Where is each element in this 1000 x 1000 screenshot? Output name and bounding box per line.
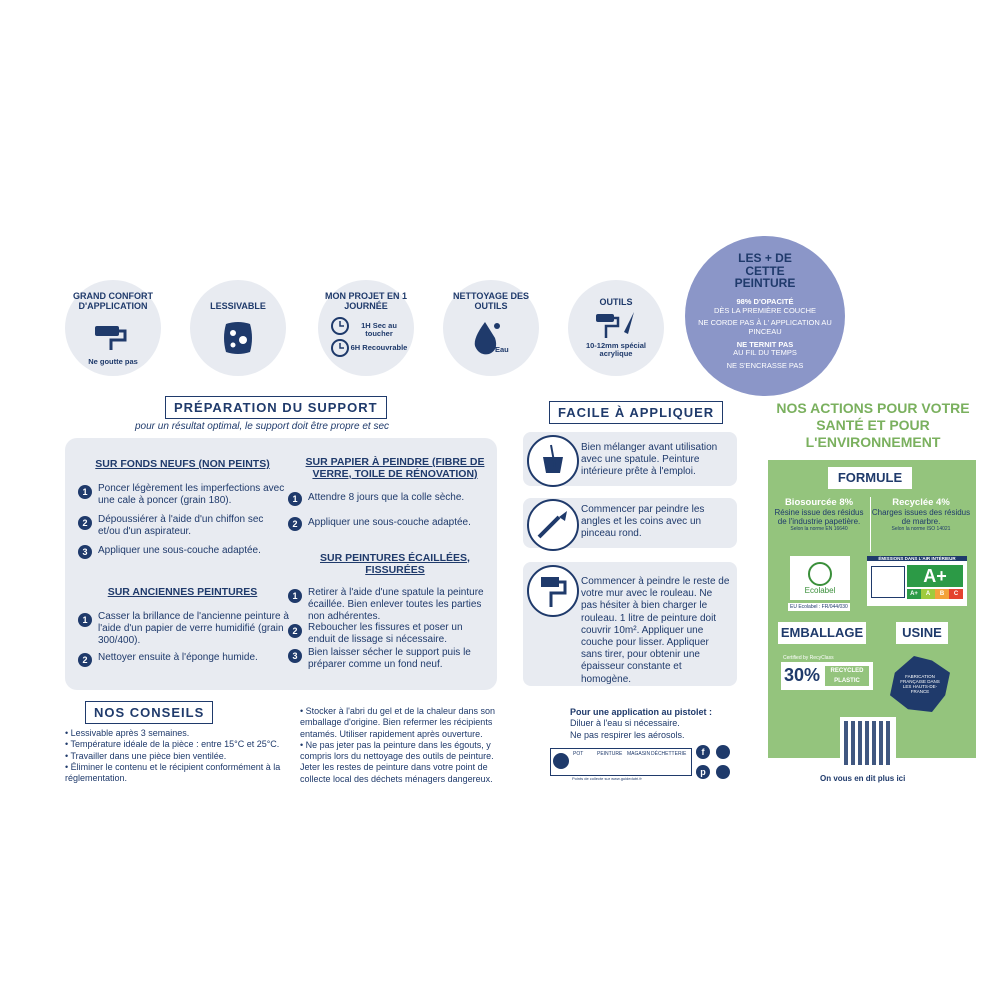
ecolabel-text: Ecolabel — [804, 586, 836, 595]
conseil-item: • Lessivable après 3 semaines. — [65, 728, 190, 738]
apply-card-mix — [523, 432, 737, 486]
conseils-left — [65, 728, 290, 784]
paint-roller-icon — [93, 320, 133, 354]
bio-text: Résine issue des résidus de l'industrie papetière. — [774, 508, 864, 526]
house-icon — [871, 566, 905, 598]
step-number: 2 — [78, 516, 92, 530]
feature-cleaning — [443, 280, 539, 376]
conseil-item: • Ne pas jeter pas la peinture dans les égouts, y compris lors du nettoyage des outils de peinture. Jeter les restes de peinture dans votre point de collecte local des déchets ménagers dangereux. — [300, 739, 494, 784]
benefit-item: NE S'ENCRASSE PAS — [726, 360, 804, 370]
benefits-list — [697, 298, 833, 374]
facile-title: FACILE À APPLIQUER — [549, 401, 723, 424]
recycled-text: RECYCLED PLASTIC — [825, 666, 869, 686]
pistolet-line: Ne pas respirer les aérosols. — [570, 730, 685, 740]
step-number: 2 — [288, 624, 302, 638]
feature-title: GRAND CONFORT D'APPLICATION — [73, 291, 153, 311]
step-number: 3 — [78, 545, 92, 559]
feature-sub: Eau — [495, 345, 509, 354]
step-text: Reboucher les fissures et poser un enduit de lissage si nécessaire. — [308, 622, 463, 645]
apply-card-roller — [523, 562, 737, 686]
rec-title: Recyclée 4% — [892, 497, 950, 508]
section-ecaillees-title: SUR PEINTURES ÉCAILLÉES, FISSURÉES — [320, 552, 470, 576]
step-number: 1 — [78, 613, 92, 627]
bio-title: Biosourcée 8% — [784, 497, 854, 508]
roller-brush-icon — [594, 310, 638, 340]
more-info-text: On vous en dit plus ici — [820, 774, 906, 783]
fabrication-text: FABRICATION FRANÇAISE DANS LES HAUTS-DE-FRANCE — [900, 674, 940, 694]
step-text: Appliquer une sous-couche adaptée. — [308, 517, 471, 528]
flower-icon — [808, 562, 832, 586]
sponge-icon — [220, 320, 256, 356]
preparation-subtitle: pour un résultat optimal, le support doit être propre et sec — [135, 421, 390, 432]
recycle-label: POT — [573, 751, 584, 757]
stir-pot-icon — [527, 435, 579, 487]
feature-one-day — [318, 280, 414, 376]
triman-icon — [553, 753, 569, 769]
step-text: Appliquer une sous-couche adaptée. — [98, 545, 261, 556]
recycled-badge — [781, 662, 873, 690]
benefits-title: LES + DE CETTE PEINTURE — [734, 251, 796, 291]
roller-icon — [527, 565, 579, 617]
environment-title: NOS ACTIONS POUR VOTRE SANTÉ ET POUR L'ENVIRONNEMENT — [776, 400, 970, 451]
grade-scale: B — [935, 589, 949, 599]
card-text: Commencer par peindre les angles et les coins avec un pinceau rond. — [581, 504, 705, 540]
step-text: Poncer légèrement les imperfections avec une cale à poncer (grain 180). — [98, 483, 285, 506]
biosourced-block — [774, 497, 864, 552]
clock-icon — [330, 316, 350, 360]
feature-tools — [568, 280, 664, 376]
step-text: Casser la brillance de l'ancienne peinture à l'aide d'un papier de verre humidifié (grain 300/400). — [98, 611, 289, 646]
recycle-note: Points de collecte sur www.guidedutri.fr — [572, 776, 642, 781]
benefits-circle — [685, 236, 845, 396]
step-number: 3 — [288, 649, 302, 663]
step-text: Attendre 8 jours que la colle sèche. — [308, 492, 465, 503]
feature-sub: 6H Recouvrable — [350, 343, 408, 352]
ecolabel-code: EU Ecolabel : FR/044/030 — [790, 604, 848, 610]
step-text: Dépoussiérer à l'aide d'un chiffon sec et/ou d'un aspirateur. — [98, 514, 264, 537]
section-papier-title: SUR PAPIER À PEINDRE (FIBRE DE VERRE, TOILE DE RÉNOVATION) — [305, 456, 485, 480]
qr-pattern — [844, 721, 892, 765]
benefit-item: NE TERNIT PAS AU FIL DU TEMPS — [733, 339, 797, 358]
step-number: 1 — [78, 485, 92, 499]
feature-washable — [190, 280, 286, 376]
emballage-label: EMBALLAGE — [778, 622, 866, 644]
ecolabel-logo — [790, 556, 850, 600]
rec-norm: Selon la norme ISO 14021 — [891, 526, 951, 532]
grade-scale: A+ — [907, 589, 921, 599]
feature-sub: Ne goutte pas — [88, 357, 138, 366]
step-text: Bien laisser sécher le support puis le préparer comme un fond neuf. — [308, 647, 471, 670]
recycle-info — [550, 748, 692, 776]
pistolet-line: Diluer à l'eau si nécessaire. — [570, 718, 680, 728]
feature-title: NETTOYAGE DES OUTILS — [452, 291, 530, 311]
recyclass-certified: Certified by RecyClass — [783, 655, 834, 661]
step-number: 1 — [288, 492, 302, 506]
step-number: 2 — [288, 517, 302, 531]
qr-code[interactable] — [840, 717, 896, 769]
feature-title: MON PROJET EN 1 JOURNÉE — [324, 291, 407, 311]
conseils-right — [300, 706, 512, 785]
conseil-item: • Éliminer le contenu et le récipient conformément à la réglementation. — [65, 761, 281, 783]
grade-scale: A — [921, 589, 935, 599]
conseils-title: NOS CONSEILS — [85, 701, 213, 724]
step-text: Retirer à l'aide d'une spatule la peinture écaillée. Bien enlever toutes les parties non adhérentes. — [308, 587, 484, 622]
apply-card-angles — [523, 498, 737, 548]
card-text: Bien mélanger avant utilisation avec une spatule. Peinture intérieure prête à l'emploi. — [581, 442, 718, 478]
step-number: 2 — [78, 653, 92, 667]
rec-text: Charges issues des résidus de marbre. — [871, 508, 971, 526]
feature-title: LESSIVABLE — [210, 301, 266, 311]
pinterest-icon[interactable]: p — [696, 765, 710, 779]
recycled-percent: 30% — [784, 665, 821, 685]
emissions-label — [867, 556, 967, 606]
conseil-item: • Stocker à l'abri du gel et de la chaleur dans son emballage d'origine. Bien refermer les récipients entamés. Utiliser rapidement après ouverture. — [300, 706, 495, 739]
card-text: Commencer à peindre le reste de votre mur avec le rouleau. Ne pas hésiter à bien charger le rouleau. 1 litre de peinture doit couvrir 10m². Appliquer une couche pour lisser. Appliquer sans tirer, pour obtenir une épaisseur constante et homogène. — [581, 576, 730, 685]
usine-label: USINE — [896, 622, 948, 644]
benefit-item: 98% D'OPACITÉ DÈS LA PREMIÈRE COUCHE — [713, 297, 817, 315]
preparation-title: PRÉPARATION DU SUPPORT — [165, 396, 387, 419]
recycle-label: MAGASIN — [627, 751, 651, 757]
instagram-icon[interactable] — [716, 745, 730, 759]
benefit-item: NE CORDE PAS À L' APPLICATION AU PINCEAU — [698, 318, 832, 336]
feature-title: OUTILS — [599, 297, 633, 307]
recycle-label: PEINTURE — [597, 751, 623, 757]
feature-sub: 1H Sec au toucher — [361, 321, 397, 339]
recycled-block — [870, 497, 971, 552]
conseil-item: • Température idéale de la pièce : entre 15°C et 25°C. — [65, 739, 280, 750]
step-text: Nettoyer ensuite à l'éponge humide. — [98, 652, 258, 663]
emissions-title: ÉMISSIONS DANS L'AIR INTÉRIEUR — [867, 556, 967, 561]
section-neufs-title: SUR FONDS NEUFS (NON PEINTS) — [95, 458, 270, 470]
emission-grade: A+ — [907, 565, 963, 587]
conseil-item: • Travailler dans une pièce bien ventilée. — [65, 750, 227, 761]
grade-scale: C — [949, 589, 963, 599]
youtube-icon[interactable] — [716, 765, 730, 779]
facebook-icon[interactable]: f — [696, 745, 710, 759]
pistolet-title: Pour une application au pistolet : — [570, 707, 713, 717]
formule-label: FORMULE — [828, 467, 912, 489]
feature-comfort — [65, 280, 161, 376]
section-anciennes-title: SUR ANCIENNES PEINTURES — [107, 586, 258, 598]
step-number: 1 — [288, 589, 302, 603]
feature-sub: 10-12mm spécial acrylique — [585, 341, 647, 359]
bio-norm: Selon la norme EN 16640 — [790, 526, 848, 532]
brush-icon — [527, 499, 579, 551]
recycle-label: DÉCHETTERIE — [651, 751, 687, 757]
